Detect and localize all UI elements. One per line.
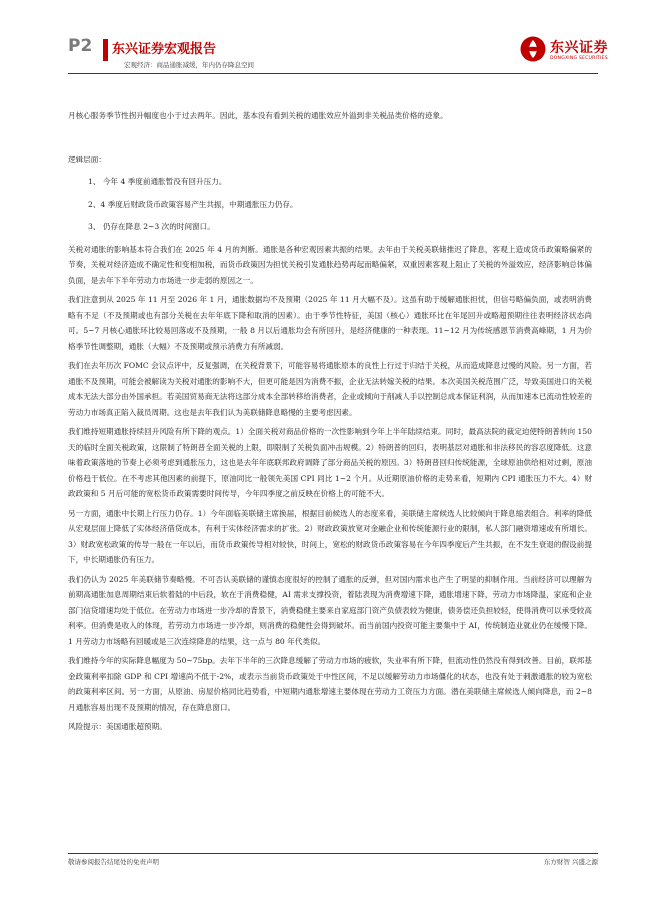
footer-disclaimer: 敬请参阅报告结尾处的免责声明	[68, 858, 159, 866]
logic-item: 3、 仍存在降息 2~3 次的时间窗口。	[88, 222, 215, 231]
risk-warning: 风险提示：美国通胀超预期。	[68, 722, 167, 731]
page-number: P2	[68, 36, 93, 56]
body-paragraph: 另一方面，通胀中长期上行压力仍存。1）今年面临美联储主席换届，根据目前候选人的态度来看，美联储主席候选人比较倾向于降息缩表组合。利率的降低从宏观层面上降低了实体经济借贷成本，有利于实体经济需求的扩张。2）财政政策放宽对金融企业和传统能源行业的限制，私人部门融资增速或有所增长。3）财政宽松政策的传导一般在一年以后，而货币政策传导相对较快，时间上，宽松的财政货币政策容易在今年四季度后产生共振，在不发生衰退的假设前提下，中长期通胀仍有压力。	[68, 508, 592, 564]
header-accent-bar	[103, 39, 108, 61]
logo-mark-icon	[520, 36, 546, 62]
body-paragraph: 我们在去年历次 FOMC 会议点评中，反复强调，在关税背景下，可能容易将通胀原本的良性上行过于归结于关税，从而造成降息过慢的风险。另一方面，若通胀不及预期，可能会被解读为关税对通胀的影响不大，但更可能是因为消费不振，企业无法转嫁关税的结果。本次美国关税范围广泛，导致美国进口的关税成本无法大部分由外国承担。若美国贸易商无法将这部分成本全部转移给消费者，企业或倾向于削减人手以控制总成本保证利润，从而加速本已流动性较差的劳动力市场真正陷入裁员周期。这也是去年我们认为美联储降息略慢的主要考虑因素。	[68, 361, 592, 417]
logo-english-name: DONGXING SECURITIES	[550, 56, 608, 61]
report-title: 东兴证券宏观报告	[112, 42, 217, 57]
logo-chinese-name: 东兴证券	[550, 40, 608, 56]
body-paragraph: 我们仍认为 2025 年美联储节奏略慢。不可否认美联储的谨慎态度很好的控制了通胀的反弹，但对国内需求也产生了明显的抑制作用。当前经济可以理解为前期高通胀加息周期结束后软着陆的中后段，软在于消费稳健，AI 需求支撑投资，着陆表现为消费增速下降，通胀增速下降，劳动力市场降温，家庭和企业部门信贷增速均处于低位。在劳动力市场进一步冷却的背景下，消费稳健主要来自家庭部门资产负债表较为健康，债务偿还负担较轻，使得消费可以承受较高利率。但消费是收入的体现，若劳动力市场进一步冷却，则消费的稳健性会得到破坏。而当前国内投资可能主要集中于 AI，传统制造业就业仍在缓慢下降。1 月劳动力市场略有回暖或是三次连续降息的结果，这一点与 80 年代类似。	[68, 574, 592, 646]
footer-divider	[68, 853, 598, 854]
logic-item: 1、 今年 4 季度前通胀暂没有回升压力。	[88, 177, 227, 186]
logic-heading: 逻辑层面：	[68, 154, 106, 164]
header-divider	[68, 73, 598, 74]
body-paragraph: 关税对通胀的影响基本符合我们在 2025 年 4 月的判断。通胀是各种宏观因素共振的结果。去年由于关税美联储推迟了降息，客观上造成货币政策略偏紧的节奏，关税对经济造成不确定性和变相加税，而货币政策因为担忧关税引发通胀趋势再起而略偏紧，双重因素客观上阻止了关税的外溢效应，经济影响总体偏负面，是去年下半年劳动力市场进一步走弱的原因之一。	[68, 244, 592, 285]
body-paragraph: 我们维持今年的实际降息幅度为 50~75bp。去年下半年的三次降息缓解了劳动力市场的疲软，失业率有所下降，但流动性仍然没有得到改善。目前，联邦基金政策利率扣除 GDP 和 CPI 增速尚不低于-2%，或表示当前货币政策处于中性区间，不足以缓解劳动力市场僵化的状态，也没有处于刺激通胀的较为宽松的政策利率区间。另一方面，从原油、房屋价格同比趋势看，中短期内通胀增速主要体现在劳动力工资压力方面。潜在美联储主席候选人倾向降息，而 2~8 月通胀容易出现不及预期的情况，存在降息窗口。	[68, 656, 592, 712]
body-paragraph: 我们注意到从 2025 年 11 月至 2026 年 1 月，通胀数据均不及预期（2025 年 11 月大幅不及）。这虽有助于缓解通胀担忧，但信号略偏负面，或表明消费略有不足（不及预期或也有部分关税在去年年底下降和取消的因素）。由于季节性特征，美国（核心）通胀环比在年尾回升或略超预期往往表明经济状态尚可。5~7 月核心通胀环比较易回落或不及预期，一般 8 月以后通胀均会有所回升，是经济健康的一种表现。11~12 月为传统感恩节消费高峰期，1 月为价格季节性调整期，通胀（大幅）不及预期或预示消费力有所减弱。	[68, 295, 592, 351]
body-paragraph: 我们维持短期通胀持续回升风险有所下降的观点。1）全面关税对商品价格的一次性影响到今年上半年陆续结束。同时，最高法院的裁定迫使特朗普转向 150 天的临时全面关税政策，这限制了特朗普全面关税的上限，即限制了关税负面冲击规模。2）特朗普的回归，表明基层对通胀和非法移民的容忍度降低。这意味着政策落地的节奏上必须考虑到通胀压力，这也是去年年底联邦政府调降了部分商品关税的原因。3）特朗普回归传统能源，全球原油供给相对过剩，原油价格趋于低位。在不考虑其他因素的前提下，原油同比一般领先美国 CPI 同比 1~2 个月。从近期原油价格的走势来看，短期内 CPI 通胀压力不大。4）财政政策和 5 月后可能的宽松货币政策需要时间传导，今年四季度之前反映在价格上的可能不大。	[68, 427, 592, 498]
company-logo	[520, 36, 626, 68]
report-subtitle: 宏观经济：商品通胀减缓，年内仍存降息空间	[124, 61, 254, 69]
body-paragraph: 月核心服务季节性拐升幅度也小于过去两年。因此，基本没有看到关税的通胀效应外溢到非关税品类价格的迹象。	[68, 111, 448, 120]
footer-slogan: 东方财智 兴盛之源	[543, 858, 598, 866]
logic-item: 2、4 季度后财政货币政策容易产生共振，中期通胀压力仍存。	[88, 199, 298, 209]
page-header	[0, 0, 662, 72]
report-body	[68, 108, 592, 739]
